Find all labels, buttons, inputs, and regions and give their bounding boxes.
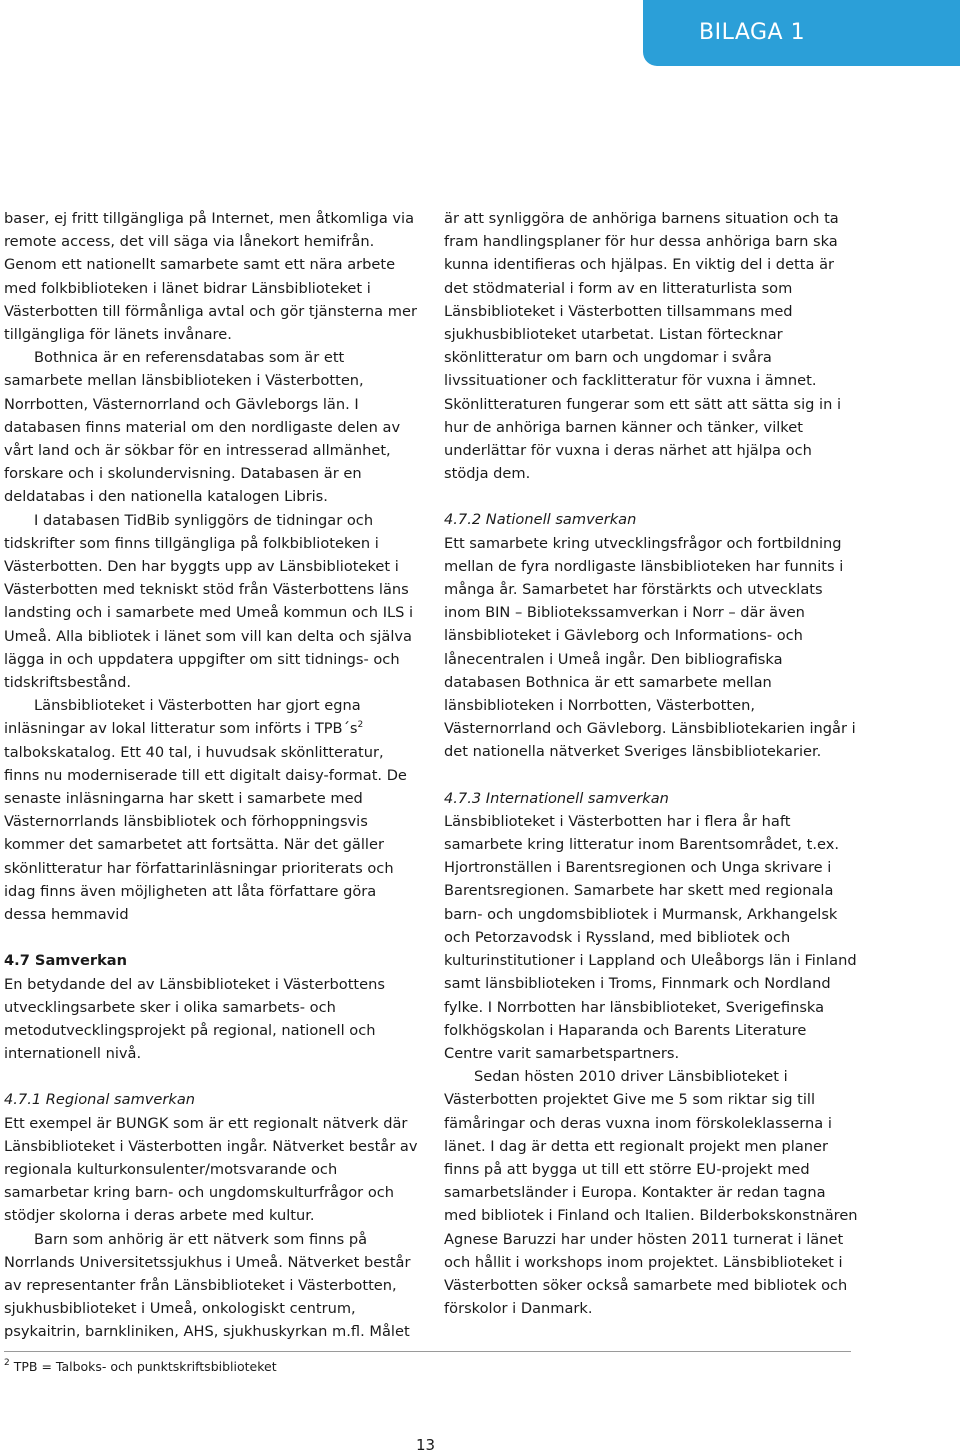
paragraph: Bothnica är en referensdatabas som är ett samarbete mellan länsbiblioteken i Västerbotten, Norrbotten, Västernorrland och Gävleborgs län. I databasen finns material om den nordligaste delen av vårt land och är sökbar för en intresserad allmänhet, forskare och i skolundervisning. Databasen är en deldatabas i den nationella katalogen Libris. — [4, 349, 401, 506]
paragraph: baser, ej fritt tillgängliga på Internet, men åtkomliga via remote access, det vill säga via lånekort hemifrån. Genom ett nationellt samarbete samt ett nära arbete med folkbiblioteken i länet bidrar Länsbiblioteket i Västerbotten till förmånliga avtal och gör tjänsterna mer tillgängliga för länets invånare. — [4, 210, 417, 344]
paragraph: En betydande del av Länsbiblioteket i Västerbottens utvecklingsarbete sker i olika samarbets- och metodutvecklingsprojekt på regional, nationell och internationell nivå. — [4, 975, 385, 1063]
paragraph: är att synliggöra de anhöriga barnens situation och ta fram handlingsplaner för hur dessa anhöriga barn ska kunna identifieras och hjälpas. En viktig del i detta är det stödmaterial i form av en litteraturlista som Länsbiblioteket i Västerbotten tillsammans med sjukhusbiblioteket utarbetat. Listan förtecknar skönlitteratur om barn och ungdomar i svåra livssituationer och facklitteratur för vuxna i ämnet. Skönlitteraturen fungerar som ett sätt att sätta sig in i hur de anhöriga barnen känner och tänker, vilket underlättar för vuxna i deras närhet att hjälpa och stödja dem. — [444, 210, 842, 483]
paragraph: I databasen TidBib synliggörs de tidningar och tidskrifter som finns tillgängliga på folkbiblioteken i Västerbotten. Den har byggts upp av Länsbiblioteket i Västerbotten med tekniskt stöd från Västerbottens läns landsting och i samarbete med Umeå kommun och ILS i Umeå. Alla bibliotek i länet som vill kan delta och själva lägga in och uppdatera uppgifter om sitt tidnings- och tidskriftsbestånd. — [4, 511, 414, 692]
paragraph: Länsbiblioteket i Västerbotten har gjort egna inläsningar av lokal litteratur som införts i $TPB´s^2$ talbokskatalog. Ett 40 tal, i huvudsak skönlitteratur, finns nu moderniserade till ett digitalt daisy-format. De senaste inläsningarna har skett i samarbete med Västernorrlands länsbibliotek och förhoppningsvis kommer det samarbetet att fortsätta. När det gäller skönlitteratur har författarinläsningar prioriterats och idag finns även möjligheten att låta författare göra dessa hemmavid — [4, 697, 407, 924]
paragraph: Länsbiblioteket i Västerbotten har i flera år haft samarbete kring litteratur inom Barentsområdet, t.ex. Hjortronställen i Barentsregionen och Unga skrivare i Barentsregionen. Samarbete har skett med regionala barn- och ungdomsbibliotek i Murmansk, Arkhangelsk och Petorzavodsk i Ryssland, med bibliotek och kulturinstitutioner i Lappland och Uleåborgs län i Finland samt länsbiblioteken i Troms, Finnmark och Nordland fylke. I Norrbotten har länsbiblioteket, Sverigefinska folkhögskolan i Haparanda och Barents Literature Centre varit samarbetspartners. — [444, 812, 857, 1062]
footnote-reference: 2 — [357, 720, 364, 731]
footnote-marker: 2 — [4, 1358, 10, 1368]
footnote-divider — [4, 1351, 851, 1352]
footnote-text: TPB = Talboks- och punktskriftsbiblioteket — [13, 1359, 277, 1374]
page-number: 13 — [416, 1436, 436, 1454]
paragraph-gap — [444, 485, 858, 508]
paragraph-gap — [4, 1065, 418, 1088]
paragraph-gap — [4, 926, 418, 949]
section-heading: 4.7 Samverkan — [4, 952, 128, 970]
left-text-column — [4, 207, 418, 1344]
paragraph: Barn som anhörig är ett nätverk som finns på Norrlands Universitetssjukhus i Umeå. Nätverket består av representanter från Länsbiblioteket i Västerbotten, sjukhusbiblioteket i Umeå, onkologiskt centrum, psykaitrin, barnkliniken, AHS, sjukhuskyrkan m.fl. Målet — [4, 1230, 411, 1341]
subsection-heading: 4.7.1 Regional samverkan — [4, 1091, 196, 1109]
right-text-column — [444, 207, 858, 1320]
paragraph: Ett exempel är BUNGK som är ett regionalt nätverk där Länsbiblioteket i Västerbotten ingår. Nätverket består av regionala kulturkonsulenter/motsvarande och samarbetar kring barn- och ungdomskulturfrågor och stödjer skolorna i deras arbete med kultur. — [4, 1114, 418, 1225]
appendix-tab — [643, 0, 960, 66]
footnote — [4, 1358, 277, 1376]
subsection-heading: 4.7.3 Internationell samverkan — [444, 789, 669, 807]
subsection-heading: 4.7.2 Nationell samverkan — [444, 511, 637, 529]
paragraph: Sedan hösten 2010 driver Länsbiblioteket i Västerbotten projektet Give me 5 som riktar sig till fämåringar och deras vuxna inom förskoleklasserna i länet. I dag är detta ett regionalt projekt men planer finns på att bygga ut till ett större EU-projekt med samarbetsländer i Europa. Kontakter är redan tagna med bibliotek i Finland och Italien. Bilderbokskonstnären Agnese Baruzzi har under hösten 2011 turnerat i länet och hållit i workshops inom projektet. Länsbiblioteket i Västerbotten söker också samarbete med bibliotek och förskolor i Danmark. — [444, 1068, 858, 1318]
appendix-label: BILAGA 1 — [699, 20, 806, 45]
paragraph-gap — [444, 764, 858, 787]
paragraph: Ett samarbete kring utvecklingsfrågor och fortbildning mellan de fyra nordligaste länsbiblioteken har funnits i många år. Samarbetet har förstärkts och utvecklats inom BIN – Bibliotekssamverkan i Norr – där även länsbiblioteket i Gävleborg och Informations- och lånecentralen i Umeå ingår. Den bibliografiska databasen Bothnica är ett samarbete mellan länsbiblioteken i Norrbotten, Västerbotten, Västernorrland och Gävleborg. Länsbibliotekarien ingår i det nationella nätverket Sveriges länsbibliotekarier. — [444, 534, 856, 761]
